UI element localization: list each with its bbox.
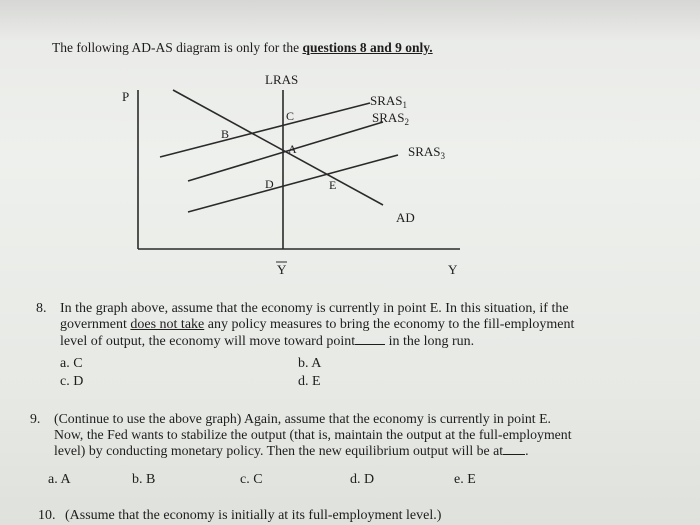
question-9-number: 9. — [30, 411, 41, 426]
question-8 — [36, 301, 575, 350]
q8-line3-post: in the long run. — [388, 334, 475, 349]
point-d-label: D — [265, 177, 274, 191]
y-axis-label: Y — [448, 262, 458, 277]
point-c-label: C — [286, 109, 295, 123]
sras3-label: $SRAS_3$ — [408, 144, 446, 161]
question-8-number: 8. — [36, 301, 47, 316]
question-8-line2 — [60, 317, 574, 333]
q9-option-c[interactable]: c. C — [240, 472, 263, 487]
sras2-curve — [188, 122, 383, 181]
question-10 — [38, 508, 441, 524]
question-9-line2: Now, the Fed wants to stabilize the output (that is, maintain the output at the full-employment — [54, 427, 572, 442]
lras-label: LRAS — [265, 72, 299, 87]
question-8-line3 — [60, 333, 574, 350]
question-8-line1: In the graph above, assume that the economy is currently in point E. In this situation, if the — [60, 301, 569, 316]
p-axis-label: P — [122, 89, 130, 104]
q8-option-d[interactable]: d. E — [298, 374, 321, 389]
question-9-line3 — [54, 443, 572, 459]
question-10-text: (Assume that the economy is initially at its full-employment level.) — [65, 508, 442, 523]
q9-line3-end: . — [525, 443, 529, 458]
ad-label: AD — [396, 210, 415, 225]
q8-line2-post: any policy measures to bring the economy to the fill-employment — [207, 317, 575, 332]
q8-line2-pre: government — [60, 317, 127, 332]
q8-underlined: does not take — [130, 317, 205, 332]
q8-line3-pre: level of output, the economy will move toward point — [60, 334, 356, 349]
answer-blank-8 — [355, 333, 385, 345]
q8-option-c[interactable]: c. D — [60, 374, 84, 389]
q8-option-a[interactable]: a. C — [60, 356, 83, 371]
sras1-label: $SRAS_1$ — [370, 93, 408, 110]
intro-emphasis: questions 8 and 9 only. — [302, 40, 433, 55]
sras1-curve — [160, 103, 370, 157]
sras2-label: $SRAS_2$ — [372, 110, 410, 127]
q9-line3-text: level) by conducting monetary policy. Then the new equilibrium output will be at — [54, 443, 504, 458]
full-employment-output-label: Y — [277, 262, 287, 277]
sras3-curve — [188, 155, 398, 212]
question-9-line1: (Continue to use the above graph) Again, assume that the economy is currently in point E. — [54, 411, 551, 426]
point-e-label: E — [329, 178, 337, 192]
answer-blank-9 — [503, 443, 525, 455]
q9-option-d[interactable]: d. D — [350, 472, 375, 487]
question-10-number: 10. — [38, 508, 56, 523]
point-a-label: A — [288, 142, 297, 156]
q9-option-b[interactable]: b. B — [132, 472, 156, 487]
q9-option-a[interactable]: a. A — [48, 472, 71, 487]
q8-option-b[interactable]: b. A — [298, 356, 322, 371]
q9-option-e[interactable]: e. E — [454, 472, 476, 487]
point-b-label: B — [221, 127, 230, 141]
intro-plain: The following AD-AS diagram is only for the — [52, 40, 300, 55]
question-9 — [30, 411, 572, 459]
